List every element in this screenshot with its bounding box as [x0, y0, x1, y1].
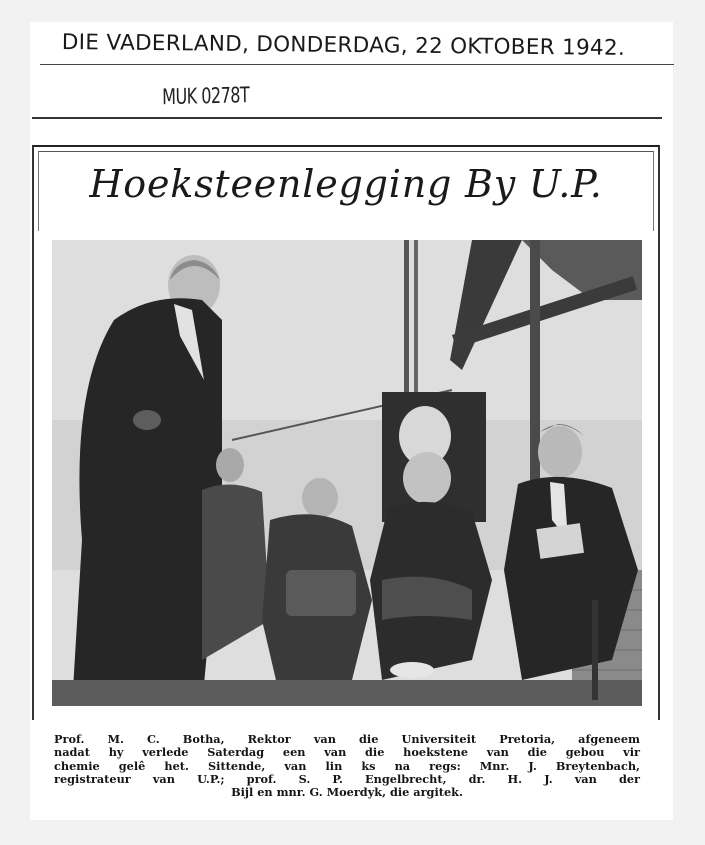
caption-line: nadat hy verlede Saterdag een van die hoekstene van die gebou vir — [54, 745, 640, 760]
caption-line: Bijl en mnr. G. Moerdyk, die argitek. — [231, 785, 463, 800]
article-headline: Hoeksteenlegging By U.P. — [89, 162, 603, 206]
article-photograph — [52, 240, 642, 706]
newspaper-masthead: DIE VADERLAND, DONDERDAG, 22 OKTOBER 1942. — [61, 30, 626, 61]
photo-caption — [54, 733, 640, 799]
caption-line: chemie gelê het. Sittende, van lin ks na regs: Mnr. J. Breytenbach, — [54, 758, 640, 773]
photo-illustration — [52, 240, 642, 706]
handwritten-archive-note: MUK 0278T — [162, 81, 250, 110]
section-rule — [32, 117, 662, 119]
masthead-rule — [40, 64, 674, 65]
caption-line: Prof. M. C. Botha, Rektor van die Universiteit Pretoria, afgeneem — [54, 732, 640, 746]
caption-line: registrateur van U.P.; prof. S. P. Engelbrecht, dr. H. J. van der — [54, 771, 640, 786]
